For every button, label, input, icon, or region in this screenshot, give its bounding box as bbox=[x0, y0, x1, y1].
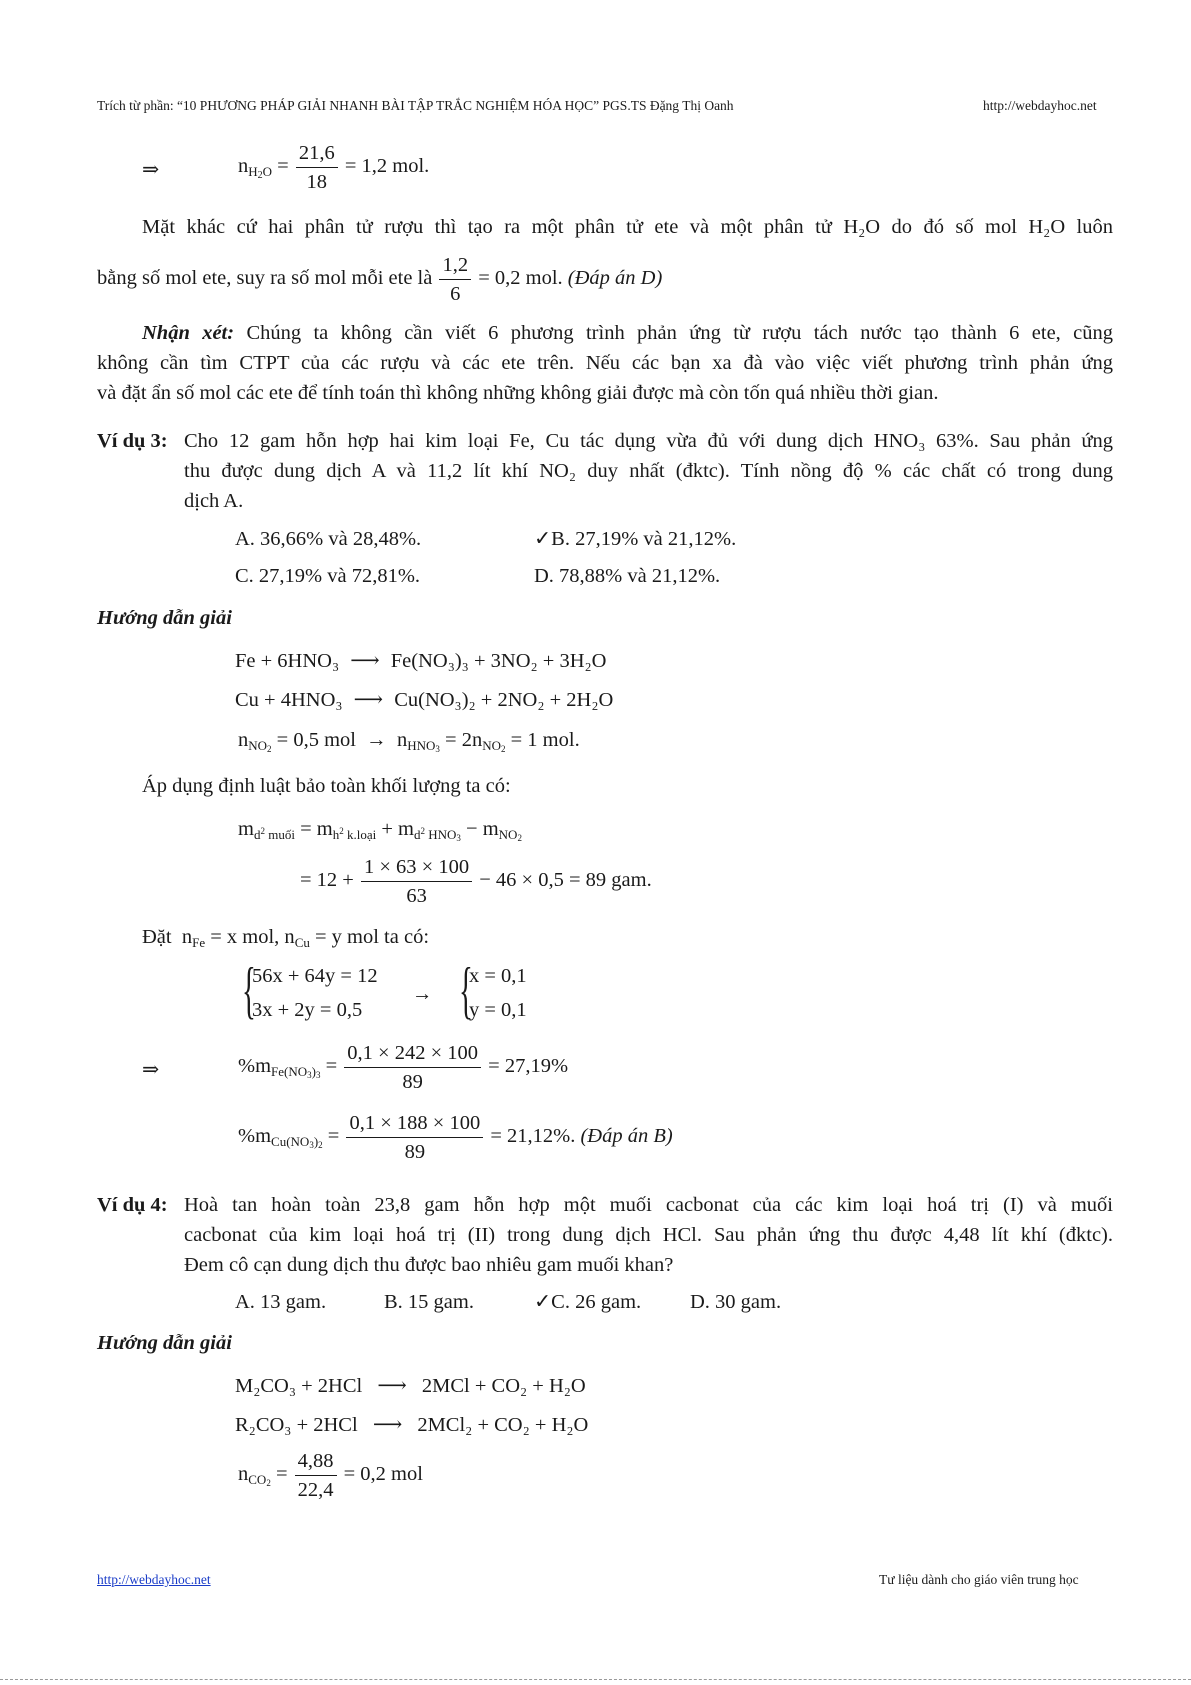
example-4-text: Hoà tan hoàn toàn 23,8 gam hỗn hợp một muối cacbonat của các kim loại hoá trị (I) và muối bbox=[184, 1194, 1113, 1216]
example-4-text: Đem cô cạn dung dịch thu được bao nhiêu gam muối khan? bbox=[184, 1254, 674, 1276]
variable-definition: Đặt $n_{Fe} = x$ mol, $n_{Cu} = y$ mol ta có: bbox=[142, 926, 430, 950]
remark-line: và đặt ẩn số mol các ete để tính toán thì không những không giải được mà còn tốn quá nhiều thời gian. bbox=[97, 382, 939, 404]
implies-arrow: ⇒ bbox=[142, 159, 160, 181]
reaction-m2co3: M₂CO₃ + 2HCl ⟶ 2MCl + CO₂ + H₂O bbox=[235, 1375, 586, 1397]
option-c: C. 27,19% và 72,81%. bbox=[235, 565, 421, 587]
percent-fe-nitrate: $\%m_{Fe(NO_3)_3}$ = $\frac{0,1 \times 242 \times 100}{89}$ = 27,19% bbox=[238, 1042, 569, 1093]
equation-nco2: $n_{CO_2}$ = $\frac{4,88}{22,4}$ = 0,2 mol bbox=[238, 1450, 423, 1501]
option-b: B. 15 gam. bbox=[384, 1291, 474, 1313]
remark-line: không cần tìm CTPT của các rượu và các ete trên. Nếu các bạn xa đà vào việc viết phương trình phản ứng bbox=[97, 352, 1113, 374]
example-3-text: dịch A. bbox=[184, 490, 244, 512]
option-a: A. 13 gam. bbox=[235, 1291, 327, 1313]
header-url: http://webdayhoc.net bbox=[983, 98, 1097, 113]
left-brace: { bbox=[242, 954, 256, 1025]
option-d: D. 30 gam. bbox=[690, 1291, 782, 1313]
remark-line: Nhận xét: Chúng ta không cần viết 6 phương trình phản ứng từ rượu tách nước tạo thành 6 ete, cũng bbox=[142, 322, 1113, 344]
equation-nh2o: $n_{H_2O}$ = $\frac{21,6}{18}$ = 1,2 mol. bbox=[238, 142, 430, 193]
example-3-text: thu được dung dịch A và 11,2 lít khí NO₂ duy nhất (đktc). Tính nồng độ % các chất có trong dung bbox=[184, 460, 1113, 482]
implies-arrow: ⇒ bbox=[142, 1059, 160, 1081]
option-b: ✓B. 27,19% và 21,12%. bbox=[534, 528, 737, 550]
paragraph-line: bằng số mol ete, suy ra số mol mỗi ete là $\frac{1,2}{6}$ = 0,2 mol. (Đáp án D) bbox=[97, 254, 663, 305]
arrow: → bbox=[412, 983, 433, 1005]
example-3-label: Ví dụ 3: bbox=[97, 430, 168, 452]
guide-heading: Hướng dẫn giải bbox=[97, 1332, 232, 1354]
option-d: D. 78,88% và 21,12%. bbox=[534, 565, 721, 587]
reaction-fe: Fe + 6HNO₃ ⟶ Fe(NO₃)₃ + 3NO₂ + 3H₂O bbox=[235, 650, 607, 672]
reaction-cu: Cu + 4HNO₃ ⟶ Cu(NO₃)₂ + 2NO₂ + 2H₂O bbox=[235, 689, 614, 711]
reaction-r2co3: R₂CO₃ + 2HCl ⟶ 2MCl₂ + CO₂ + H₂O bbox=[235, 1414, 589, 1436]
page-divider bbox=[0, 1679, 1191, 1680]
equation-moles: $n_{NO_2} = 0,5$ mol → $n_{HNO_3} = 2n_{NO_2} = 1$ mol. bbox=[238, 729, 580, 754]
mass-equation: $m_{d^2 muối} = m_{h^2 k.loại} + m_{d^2 HNO_3} - m_{NO_2}$ bbox=[238, 818, 522, 843]
mass-calculation: = 12 + $\frac{1 \times 63 \times 100}{63}$ − 46 × 0,5 = 89 gam. bbox=[300, 856, 652, 907]
solution-y: y = 0,1 bbox=[469, 999, 527, 1021]
system-eq-1: 56x + 64y = 12 bbox=[252, 965, 378, 987]
option-a: A. 36,66% và 28,48%. bbox=[235, 528, 422, 550]
left-brace: { bbox=[459, 954, 473, 1025]
conservation-text: Áp dụng định luật bảo toàn khối lượng ta có: bbox=[142, 775, 511, 797]
option-c: ✓C. 26 gam. bbox=[534, 1291, 642, 1313]
solution-x: x = 0,1 bbox=[469, 965, 527, 987]
footer-note: Tư liệu dành cho giáo viên trung học bbox=[879, 1572, 1079, 1587]
paragraph-line: Mặt khác cứ hai phân tử rượu thì tạo ra một phân tử ete và một phân tử H₂O do đó số mol H₂O luôn bbox=[142, 216, 1113, 238]
percent-cu-nitrate: $\%m_{Cu(NO_3)_2}$ = $\frac{0,1 \times 188 \times 100}{89}$ = 21,12%. (Đáp án B) bbox=[238, 1112, 673, 1163]
guide-heading: Hướng dẫn giải bbox=[97, 607, 232, 629]
example-4-text: cacbonat của kim loại hoá trị (II) trong dung dịch HCl. Sau phản ứng thu được 4,48 lít khí (đktc). bbox=[184, 1224, 1113, 1246]
example-3-text: Cho 12 gam hỗn hợp hai kim loại Fe, Cu tác dụng vừa đủ với dung dịch HNO₃ 63%. Sau phản ứng bbox=[184, 430, 1113, 452]
header-source: Trích từ phần: “10 PHƯƠNG PHÁP GIẢI NHANH BÀI TẬP TRẮC NGHIỆM HÓA HỌC” PGS.TS Đặng Thị Oanh bbox=[97, 98, 734, 113]
system-eq-2: 3x + 2y = 0,5 bbox=[252, 999, 363, 1021]
footer-link[interactable]: http://webdayhoc.net bbox=[97, 1572, 211, 1587]
example-4-label: Ví dụ 4: bbox=[97, 1194, 168, 1216]
